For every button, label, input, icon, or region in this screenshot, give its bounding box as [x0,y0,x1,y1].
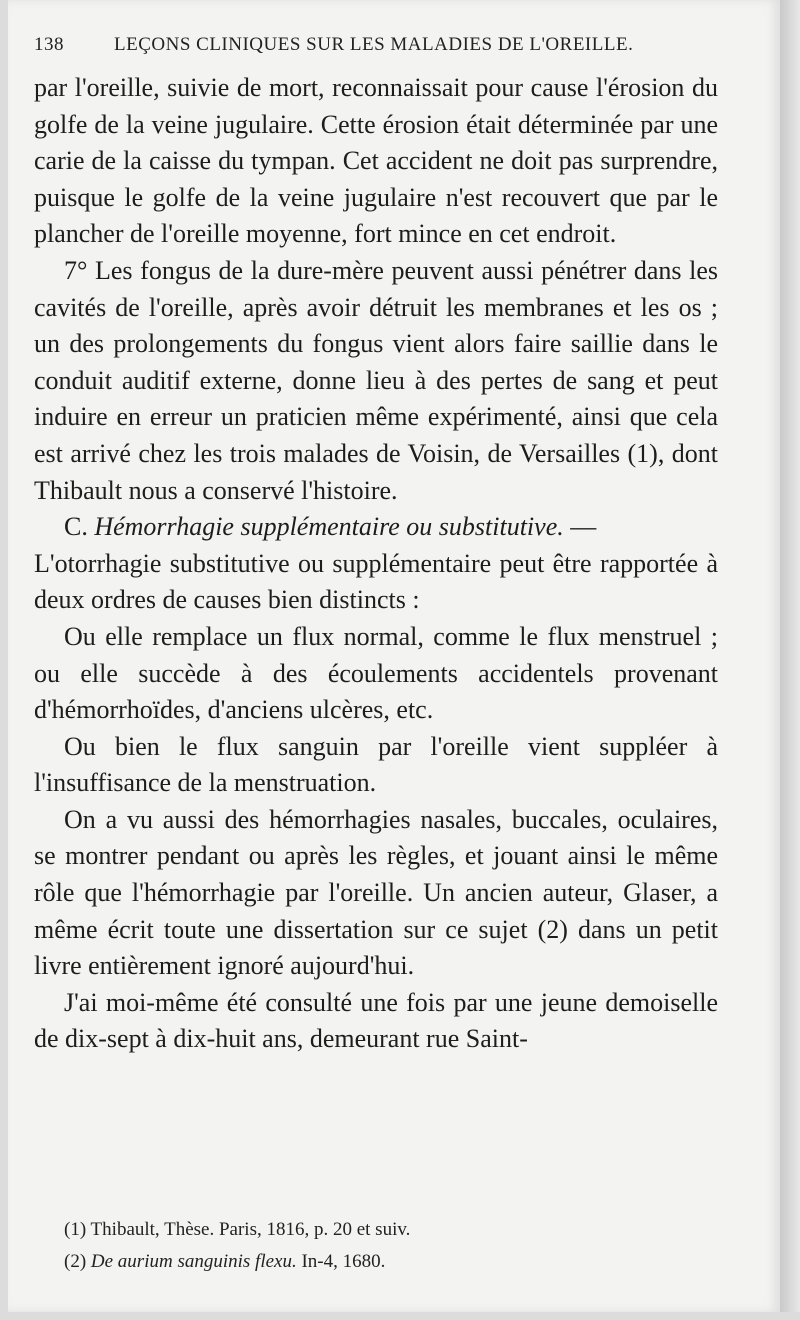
paragraph-fongus: 7° Les fongus de la dure-mère peuvent aussi pénétrer dans les cavités de l'oreille, après avoir détruit les membranes et les os ; un des prolongements du fongus vient alors faire saillie dans le conduit auditif externe, donne lieu à des pertes de sang et peut induire en erreur un praticien même expérimenté, ainsi que cela est arrivé chez les trois malades de Voisin, de Versailles (1), dont Thibault nous a conservé l'histoire. [34,255,718,505]
footnote-2-title: De aurium sanguinis flexu. [90,1251,297,1272]
section-heading [34,509,718,546]
paragraph-otorrhagie: L'otorrhagie substitutive ou supplémentaire peut être rapportée à deux ordres de causes bien distincts : [34,548,718,615]
paragraph-hemorrhagies: On a vu aussi des hémorrhagies nasales, buccales, oculaires, se montrer pendant ou après les règles, et jouant ainsi le même rôle que l'hémorrhagie par l'oreille. Un ancien auteur, Glaser, a même écrit toute une dissertation sur ce sujet (2) dans un petit livre entièrement ignoré aujourd'hui. [34,804,718,981]
paragraph-menstruation: Ou bien le flux sanguin par l'oreille vient suppléer à l'insuffisance de la menstruation. [34,731,718,798]
footnote-2 [34,1246,734,1278]
body-text [34,70,718,1058]
page-edge-shadow [780,0,800,1312]
footnotes [34,1214,734,1278]
running-title: LEÇONS CLINIQUES SUR LES MALADIES DE L'OREILLE. [114,34,634,55]
page-header [34,30,734,66]
section-dash: — [563,512,597,542]
footnote-2-number: (2) [64,1251,91,1272]
footnote-1: (1) Thibault, Thèse. Paris, 1816, p. 20 et suiv. [64,1219,411,1240]
paragraph-flux-normal: Ou elle remplace un flux normal, comme le flux menstruel ; ou elle succède à des écoulements accidentels provenant d'hémorrhoïdes, d'anciens ulcères, etc. [34,621,718,725]
section-letter: C. [64,512,88,542]
page-number: 138 [34,34,64,55]
section-title: Hémorrhagie supplémentaire ou substitutive. [94,512,564,542]
paragraph-continued: par l'oreille, suivie de mort, reconnaissait pour cause l'érosion du golfe de la veine jugulaire. Cette érosion était déterminée par une carie de la caisse du tympan. Cet accident ne doit pas surprendre, puisque le golfe de la veine jugulaire n'est recouvert que par le plancher de l'oreille moyenne, fort mince en cet endroit. [34,73,718,249]
footnote-2-rest: In-4, 1680. [296,1251,386,1272]
paragraph-consulte: J'ai moi-même été consulté une fois par une jeune demoiselle de dix-sept à dix-huit ans, demeurant rue Saint- [34,987,718,1054]
